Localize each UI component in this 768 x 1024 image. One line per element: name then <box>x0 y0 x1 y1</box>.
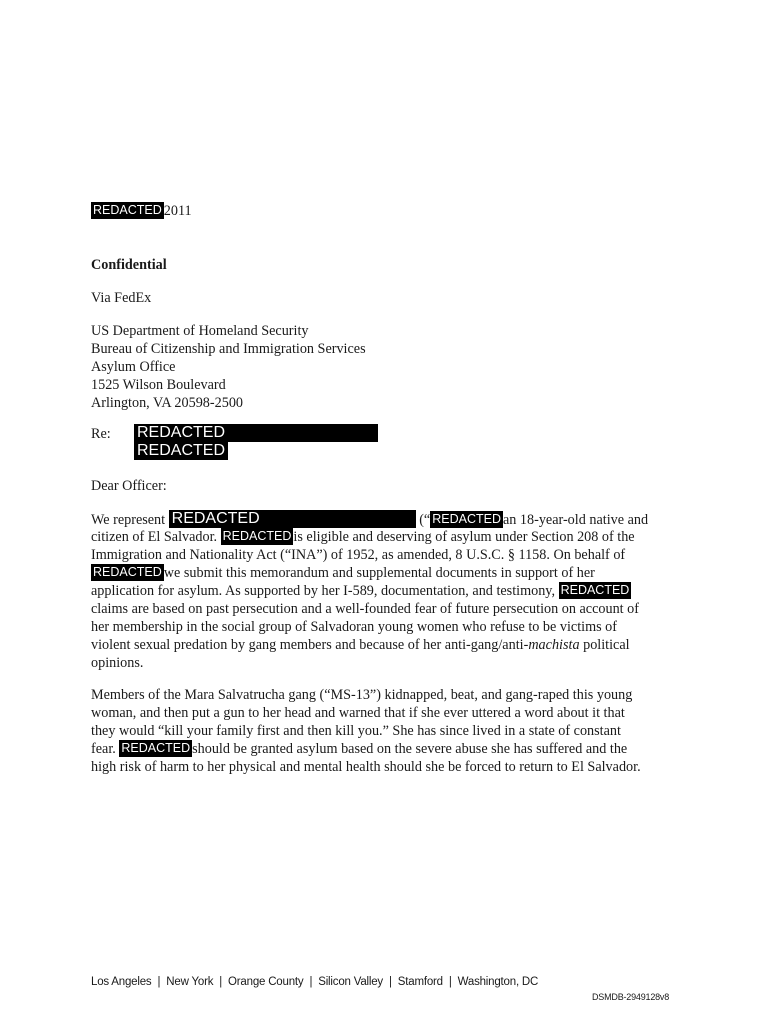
redaction-box: REDACTED <box>432 512 501 526</box>
paragraph-line <box>91 564 648 582</box>
confidential-heading: Confidential <box>91 257 167 273</box>
redaction-box: REDACTED <box>222 529 292 543</box>
paragraph-line: her membership in the social group of Salvadoran young women who refuse to be victims of <box>91 619 617 635</box>
text: fear. <box>91 741 120 757</box>
redaction-box: REDACTED <box>134 442 228 460</box>
paragraph-line: they would “kill your family first and then kill you.” She has since lived in a state of constant <box>91 723 621 739</box>
text: an 18-year-old native and <box>502 512 649 528</box>
recipient-address <box>91 322 366 412</box>
office-name: Stamford <box>397 976 443 988</box>
text: political <box>579 637 630 653</box>
office-name: New York <box>166 976 214 988</box>
office-locations-footer <box>91 973 538 991</box>
text: should be granted asylum based on the severe abuse she has suffered and the <box>192 741 628 757</box>
redaction-box: REDACTED <box>93 565 162 579</box>
redaction-box: REDACTED <box>93 203 162 217</box>
separator: | <box>309 976 313 988</box>
text: we submit this memorandum and supplemental documents in support of her <box>163 565 595 581</box>
text: (“ <box>415 512 431 528</box>
office-name: Silicon Valley <box>318 976 383 988</box>
re-label: Re: <box>91 426 111 442</box>
address-line: Arlington, VA 20598-2500 <box>91 395 244 411</box>
separator: | <box>388 976 392 988</box>
text: We represent <box>91 512 169 528</box>
address-line: Asylum Office <box>91 359 176 375</box>
paragraph-1 <box>91 510 648 672</box>
date-line <box>91 202 192 220</box>
address-line: US Department of Homeland Security <box>91 323 309 339</box>
paragraph-line <box>91 740 641 758</box>
paragraph-line: woman, and then put a gun to her head and warned that if she ever uttered a word about it that <box>91 705 625 721</box>
text: violent sexual predation by gang members and because of her anti-gang/anti- <box>91 637 529 653</box>
paragraph-line <box>91 528 648 546</box>
re-subject <box>134 424 378 461</box>
separator: | <box>448 976 452 988</box>
delivery-method: Via FedEx <box>91 290 152 306</box>
text: citizen of El Salvador. <box>91 529 221 545</box>
office-name: Orange County <box>228 976 304 988</box>
redaction-box: REDACTED <box>121 741 191 755</box>
redaction-box: REDACTED <box>560 583 630 597</box>
paragraph-line <box>91 510 648 528</box>
paragraph-line <box>91 582 648 600</box>
separator: | <box>157 976 161 988</box>
redaction-box: REDACTED <box>134 424 378 442</box>
salutation: Dear Officer: <box>91 478 167 494</box>
text: is eligible and deserving of asylum under Section 208 of the <box>293 529 635 545</box>
redaction-box: REDACTED <box>169 510 416 528</box>
paragraph-line: opinions. <box>91 655 144 671</box>
paragraph-line: claims are based on past persecution and a well-founded fear of future persecution on account of <box>91 601 639 617</box>
date-year: 2011 <box>163 203 192 219</box>
italic-text: machista <box>528 637 580 653</box>
paragraph-line: high risk of harm to her physical and mental health should she be forced to return to El Salvador. <box>91 759 641 775</box>
separator: | <box>219 976 223 988</box>
paragraph-2 <box>91 686 641 776</box>
address-line: 1525 Wilson Boulevard <box>91 377 226 393</box>
paragraph-line <box>91 636 648 654</box>
text: application for asylum. As supported by her I-589, documentation, and testimony, <box>91 583 559 599</box>
document-id: DSMDB-2949128v8 <box>592 992 670 1002</box>
office-name: Washington, DC <box>457 976 539 988</box>
paragraph-line: Members of the Mara Salvatrucha gang (“MS-13”) kidnapped, beat, and gang-raped this young <box>91 687 633 703</box>
office-name: Los Angeles <box>91 976 152 988</box>
address-line: Bureau of Citizenship and Immigration Services <box>91 341 366 357</box>
paragraph-line: Immigration and Nationality Act (“INA”) of 1952, as amended, 8 U.S.C. § 1158. On behalf of <box>91 547 626 563</box>
